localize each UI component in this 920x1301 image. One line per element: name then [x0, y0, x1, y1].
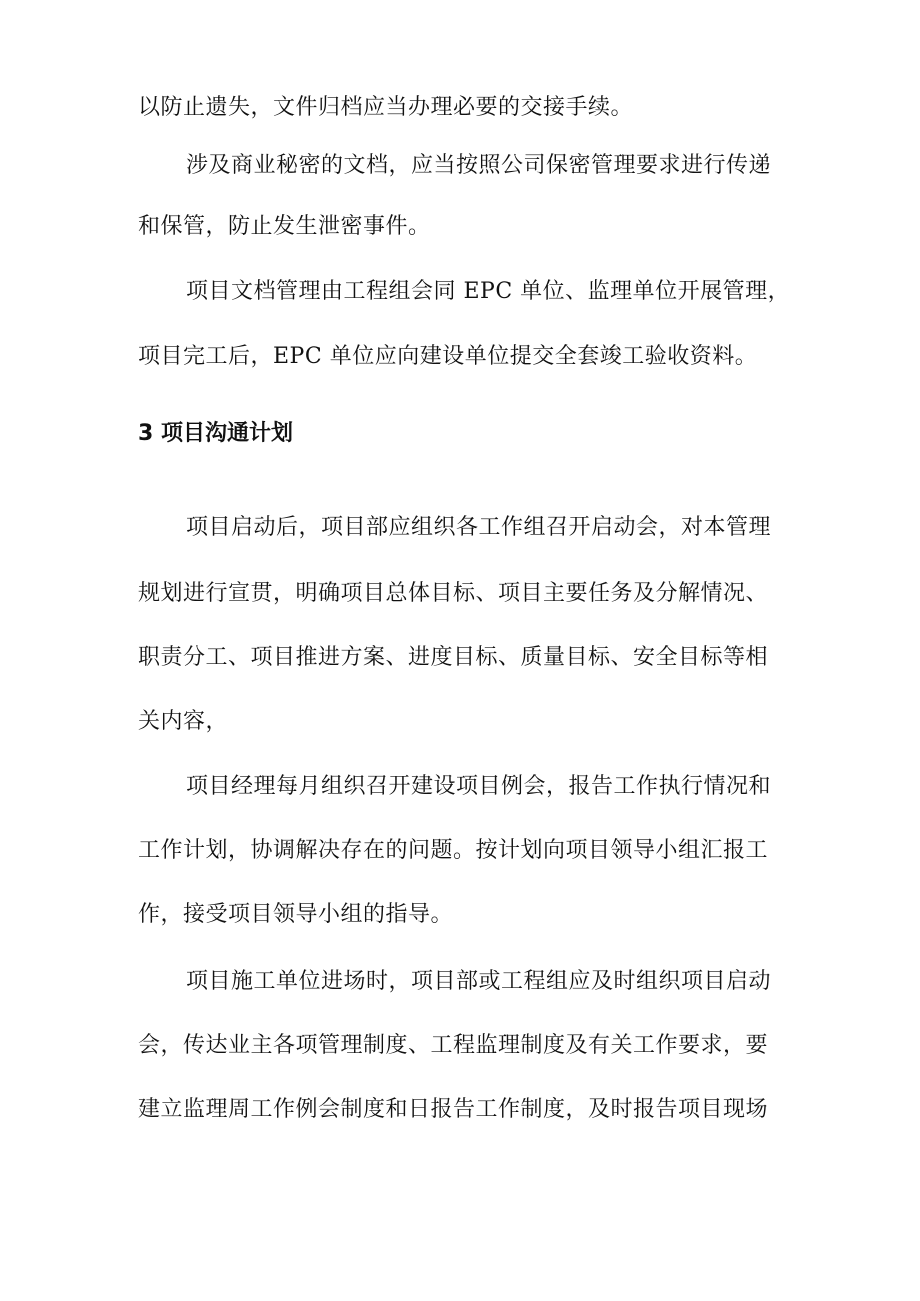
paragraph-line: 项目启动后，项目部应组织各工作组召开启动会，对本管理: [186, 515, 772, 540]
paragraph-line: 和保管，防止发生泄密事件。: [138, 214, 431, 239]
paragraph-line: 项目文档管理由工程组会同 EPC 单位、监理单位开展管理，: [186, 279, 791, 304]
paragraph-line: 规划进行宣贯，明确项目总体目标、项目主要任务及分解情况、: [138, 581, 769, 606]
paragraph-line: 关内容，: [138, 709, 229, 734]
paragraph-line: 项目完工后，EPC 单位应向建设单位提交全套竣工验收资料。: [138, 344, 758, 369]
paragraph-line: 工作计划，协调解决存在的问题。按计划向项目领导小组汇报工: [138, 838, 769, 863]
paragraph-line: 作，接受项目领导小组的指导。: [138, 902, 454, 927]
paragraph-line: 项目经理每月组织召开建设项目例会，报告工作执行情况和: [186, 774, 772, 799]
paragraph-line: 以防止遗失，文件归档应当办理必要的交接手续。: [138, 95, 634, 120]
paragraph-line: 建立监理周工作例会制度和日报告工作制度，及时报告项目现场: [138, 1097, 769, 1122]
paragraph-line: 涉及商业秘密的文档，应当按照公司保密管理要求进行传递: [186, 153, 772, 178]
section-heading: 3 项目沟通计划: [138, 421, 293, 446]
paragraph-line: 职责分工、项目推进方案、进度目标、质量目标、安全目标等相: [138, 645, 769, 670]
paragraph-line: 会，传达业主各项管理制度、工程监理制度及有关工作要求，要: [138, 1033, 769, 1058]
paragraph-line: 项目施工单位进场时，项目部或工程组应及时组织项目启动: [186, 969, 772, 994]
